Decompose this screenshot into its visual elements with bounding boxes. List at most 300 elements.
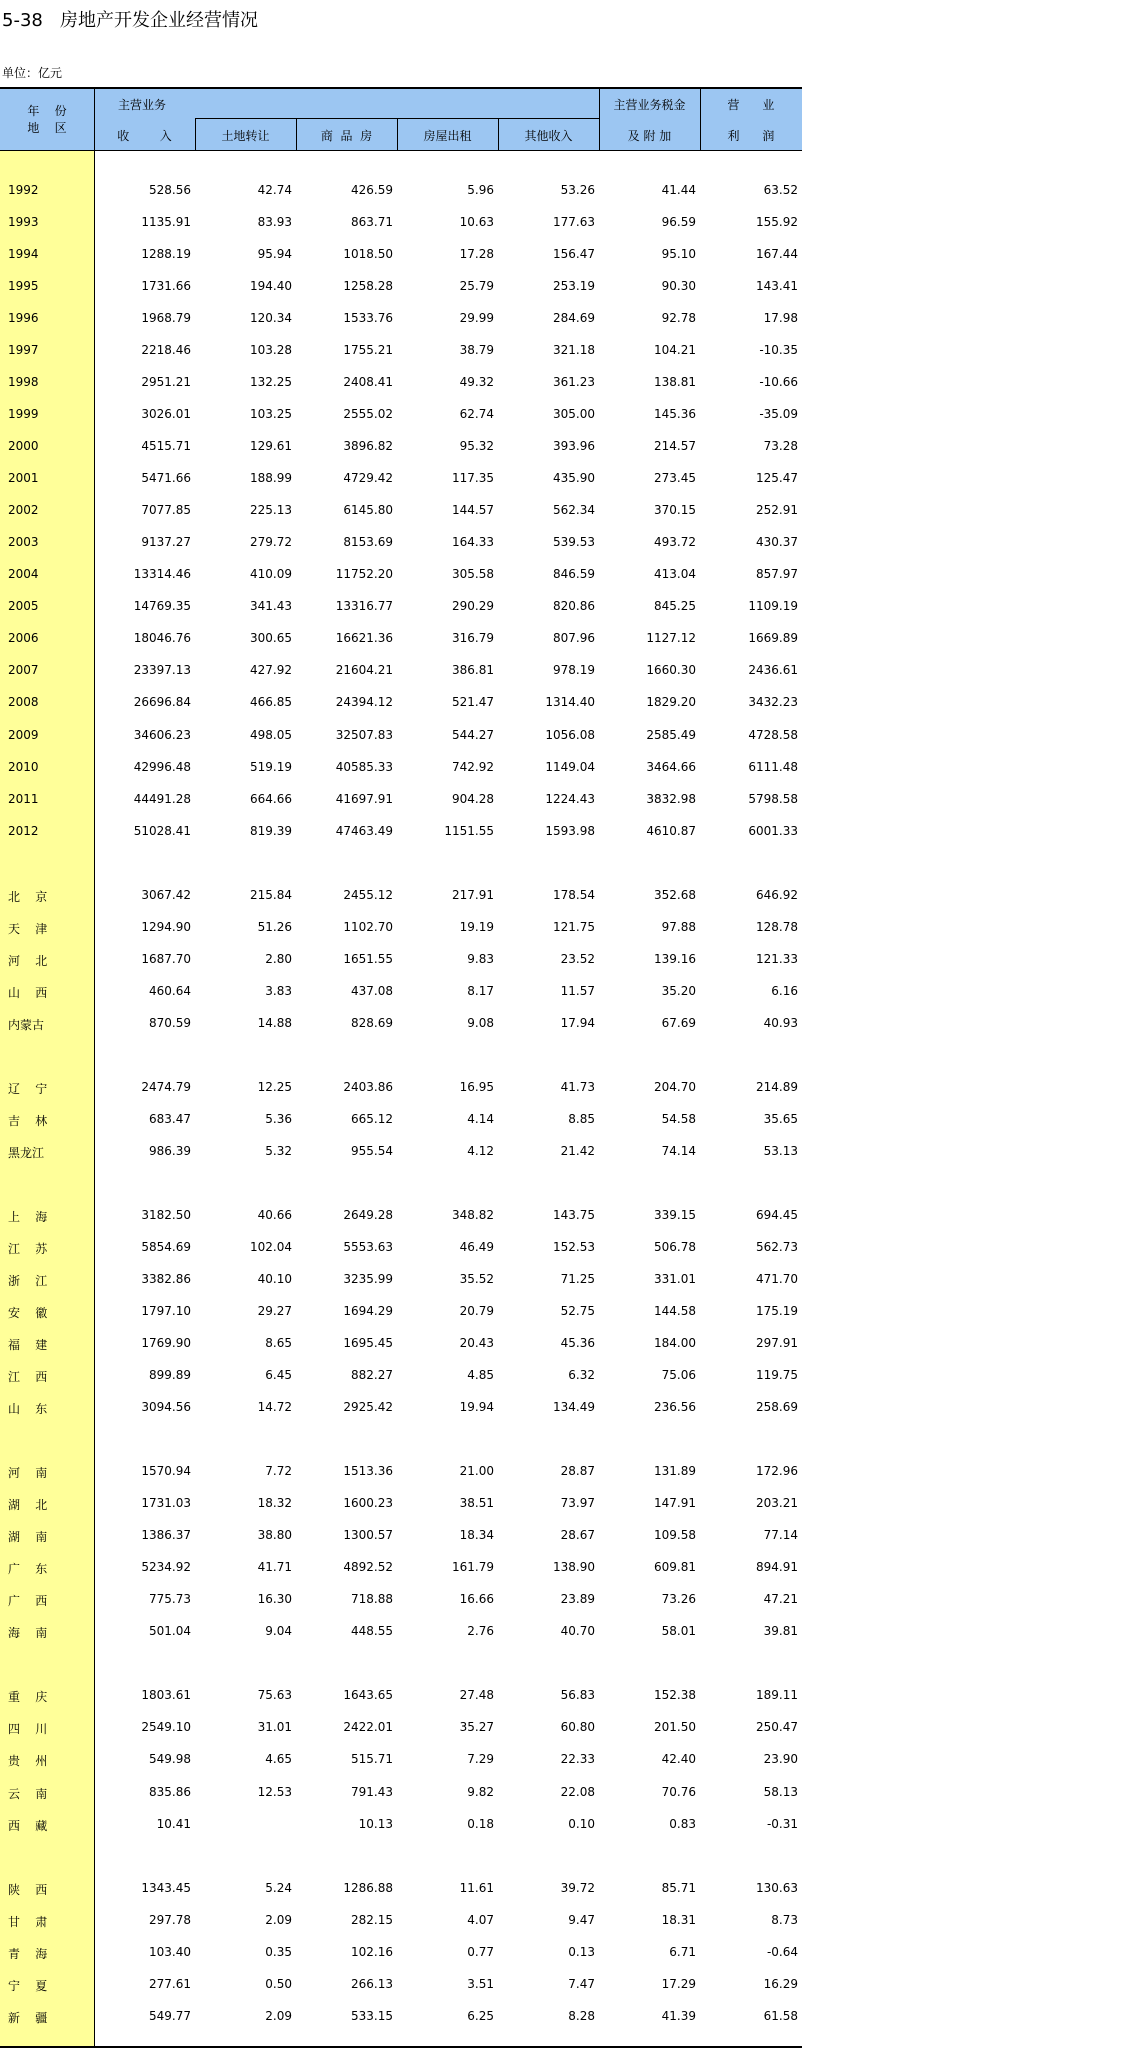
row-label: 山 西 xyxy=(8,986,48,1000)
cell-income: 870.59 xyxy=(149,1016,191,1030)
cell-commercial-housing: 10.13 xyxy=(358,1817,393,1831)
cell-land-transfer: 5.32 xyxy=(265,1144,292,1158)
cell-other-income: 56.83 xyxy=(560,1688,595,1702)
cell-house-rental: 742.92 xyxy=(452,760,494,774)
cell-house-rental: 386.81 xyxy=(452,663,494,677)
cell-other-income: 1056.08 xyxy=(545,728,595,742)
table-row xyxy=(0,824,802,844)
cell-house-rental: 8.17 xyxy=(467,984,494,998)
cell-house-rental: 316.79 xyxy=(452,631,494,645)
cell-commercial-housing: 955.54 xyxy=(351,1144,393,1158)
table-row xyxy=(0,2009,802,2029)
cell-profit: 172.96 xyxy=(756,1464,798,1478)
cell-income: 13314.46 xyxy=(133,567,191,581)
cell-other-income: 8.28 xyxy=(568,2009,595,2023)
row-label: 山 东 xyxy=(8,1402,48,1416)
table-row xyxy=(0,1977,802,1997)
cell-house-rental: 49.32 xyxy=(459,375,494,389)
cell-profit: 16.29 xyxy=(763,1977,798,1991)
cell-income: 1343.45 xyxy=(141,1881,191,1895)
cell-commercial-housing: 1533.76 xyxy=(343,311,393,325)
cell-income: 1386.37 xyxy=(141,1528,191,1542)
row-label: 2011 xyxy=(8,792,39,806)
cell-tax: 138.81 xyxy=(654,375,696,389)
cell-income: 835.86 xyxy=(149,1785,191,1799)
cell-tax: 96.59 xyxy=(661,215,696,229)
cell-profit: -35.09 xyxy=(759,407,798,421)
table-row xyxy=(0,1208,802,1228)
table-row xyxy=(0,215,802,235)
cell-house-rental: 20.79 xyxy=(459,1304,494,1318)
header-tax-bottom: 及 附 加 xyxy=(627,129,672,143)
cell-tax: 145.36 xyxy=(654,407,696,421)
cell-income: 4515.71 xyxy=(141,439,191,453)
cell-land-transfer: 103.28 xyxy=(250,343,292,357)
cell-income: 103.40 xyxy=(149,1945,191,1959)
cell-house-rental: 2.76 xyxy=(467,1624,494,1638)
cell-land-transfer: 12.53 xyxy=(257,1785,292,1799)
cell-land-transfer: 300.65 xyxy=(250,631,292,645)
cell-commercial-housing: 515.71 xyxy=(351,1752,393,1766)
cell-commercial-housing: 882.27 xyxy=(351,1368,393,1382)
cell-tax: 506.78 xyxy=(654,1240,696,1254)
cell-other-income: 41.73 xyxy=(560,1080,595,1094)
cell-profit: 61.58 xyxy=(763,2009,798,2023)
row-label: 2006 xyxy=(8,631,39,645)
cell-tax: 3464.66 xyxy=(646,760,696,774)
cell-house-rental: 9.82 xyxy=(467,1785,494,1799)
cell-other-income: 22.08 xyxy=(560,1785,595,1799)
cell-house-rental: 38.51 xyxy=(459,1496,494,1510)
cell-profit: 40.93 xyxy=(763,1016,798,1030)
cell-profit: 53.13 xyxy=(763,1144,798,1158)
cell-house-rental: 20.43 xyxy=(459,1336,494,1350)
unit-label: 单位：亿元 xyxy=(2,66,63,80)
cell-house-rental: 29.99 xyxy=(459,311,494,325)
row-label: 贵 州 xyxy=(8,1754,48,1768)
cell-land-transfer: 225.13 xyxy=(250,503,292,517)
row-label: 1994 xyxy=(8,247,39,261)
table-row xyxy=(0,1624,802,1644)
cell-tax: 845.25 xyxy=(654,599,696,613)
table-row xyxy=(0,343,802,363)
cell-land-transfer: 18.32 xyxy=(257,1496,292,1510)
row-label: 2003 xyxy=(8,535,39,549)
cell-land-transfer: 215.84 xyxy=(250,888,292,902)
cell-profit: 73.28 xyxy=(763,439,798,453)
cell-tax: 413.04 xyxy=(654,567,696,581)
row-label: 江 西 xyxy=(8,1370,48,1384)
cell-profit: 252.91 xyxy=(756,503,798,517)
cell-other-income: 121.75 xyxy=(553,920,595,934)
table-row xyxy=(0,1913,802,1933)
row-label: 1999 xyxy=(8,407,39,421)
cell-other-income: 846.59 xyxy=(553,567,595,581)
cell-tax: 1660.30 xyxy=(646,663,696,677)
cell-other-income: 539.53 xyxy=(553,535,595,549)
cell-land-transfer: 819.39 xyxy=(250,824,292,838)
table-row xyxy=(0,599,802,619)
cell-house-rental: 4.07 xyxy=(467,1913,494,1927)
cell-other-income: 305.00 xyxy=(553,407,595,421)
cell-income: 34606.23 xyxy=(133,728,191,742)
cell-commercial-housing: 21604.21 xyxy=(335,663,393,677)
row-label: 2010 xyxy=(8,760,39,774)
cell-income: 528.56 xyxy=(149,183,191,197)
cell-profit: 8.73 xyxy=(771,1913,798,1927)
cell-other-income: 284.69 xyxy=(553,311,595,325)
cell-tax: 54.58 xyxy=(661,1112,696,1126)
data-table xyxy=(0,87,802,2048)
cell-house-rental: 9.83 xyxy=(467,952,494,966)
cell-other-income: 53.26 xyxy=(560,183,595,197)
cell-income: 3026.01 xyxy=(141,407,191,421)
cell-profit: 189.11 xyxy=(756,1688,798,1702)
cell-land-transfer: 4.65 xyxy=(265,1752,292,1766)
cell-other-income: 28.67 xyxy=(560,1528,595,1542)
row-label: 1996 xyxy=(8,311,39,325)
cell-profit: 250.47 xyxy=(756,1720,798,1734)
cell-commercial-housing: 1258.28 xyxy=(343,279,393,293)
cell-commercial-housing: 437.08 xyxy=(351,984,393,998)
cell-land-transfer: 29.27 xyxy=(257,1304,292,1318)
cell-commercial-housing: 1695.45 xyxy=(343,1336,393,1350)
table-row xyxy=(0,1464,802,1484)
cell-profit: 167.44 xyxy=(756,247,798,261)
cell-tax: 1127.12 xyxy=(646,631,696,645)
header-bottom-border xyxy=(0,150,802,151)
cell-land-transfer: 12.25 xyxy=(257,1080,292,1094)
cell-tax: 147.91 xyxy=(654,1496,696,1510)
cell-house-rental: 0.18 xyxy=(467,1817,494,1831)
cell-house-rental: 521.47 xyxy=(452,695,494,709)
cell-commercial-housing: 828.69 xyxy=(351,1016,393,1030)
table-row xyxy=(0,1560,802,1580)
cell-profit: 6.16 xyxy=(771,984,798,998)
cell-land-transfer: 38.80 xyxy=(257,1528,292,1542)
cell-land-transfer: 31.01 xyxy=(257,1720,292,1734)
cell-other-income: 22.33 xyxy=(560,1752,595,1766)
row-label: 2000 xyxy=(8,439,39,453)
cell-land-transfer: 51.26 xyxy=(257,920,292,934)
cell-house-rental: 35.27 xyxy=(459,1720,494,1734)
cell-other-income: 143.75 xyxy=(553,1208,595,1222)
cell-profit: 23.90 xyxy=(763,1752,798,1766)
cell-commercial-housing: 16621.36 xyxy=(335,631,393,645)
cell-tax: 74.14 xyxy=(661,1144,696,1158)
cell-commercial-housing: 1600.23 xyxy=(343,1496,393,1510)
cell-tax: 184.00 xyxy=(654,1336,696,1350)
cell-other-income: 1314.40 xyxy=(545,695,595,709)
cell-commercial-housing: 13316.77 xyxy=(335,599,393,613)
cell-income: 1294.90 xyxy=(141,920,191,934)
cell-tax: 70.76 xyxy=(661,1785,696,1799)
cell-profit: -0.64 xyxy=(766,1945,798,1959)
cell-tax: 41.39 xyxy=(661,2009,696,2023)
cell-income: 3382.86 xyxy=(141,1272,191,1286)
cell-other-income: 435.90 xyxy=(553,471,595,485)
row-label: 2012 xyxy=(8,824,39,838)
table-top-border xyxy=(0,87,802,89)
cell-commercial-housing: 24394.12 xyxy=(335,695,393,709)
cell-tax: 42.40 xyxy=(661,1752,696,1766)
cell-profit: 203.21 xyxy=(756,1496,798,1510)
cell-commercial-housing: 3896.82 xyxy=(343,439,393,453)
header-region-bottom: 地 区 xyxy=(27,121,67,135)
cell-other-income: 73.97 xyxy=(560,1496,595,1510)
row-label: 天 津 xyxy=(8,922,48,936)
cell-house-rental: 0.77 xyxy=(467,1945,494,1959)
cell-profit: 3432.23 xyxy=(748,695,798,709)
cell-other-income: 28.87 xyxy=(560,1464,595,1478)
cell-other-income: 23.52 xyxy=(560,952,595,966)
row-label: 2009 xyxy=(8,728,39,742)
cell-land-transfer: 41.71 xyxy=(257,1560,292,1574)
cell-other-income: 361.23 xyxy=(553,375,595,389)
cell-tax: 204.70 xyxy=(654,1080,696,1094)
cell-house-rental: 144.57 xyxy=(452,503,494,517)
cell-tax: 152.38 xyxy=(654,1688,696,1702)
table-row xyxy=(0,1016,802,1036)
row-label: 云 南 xyxy=(8,1787,48,1801)
cell-house-rental: 544.27 xyxy=(452,728,494,742)
cell-other-income: 8.85 xyxy=(568,1112,595,1126)
row-label: 吉 林 xyxy=(8,1114,48,1128)
cell-other-income: 17.94 xyxy=(560,1016,595,1030)
table-row xyxy=(0,888,802,908)
cell-tax: 144.58 xyxy=(654,1304,696,1318)
cell-other-income: 45.36 xyxy=(560,1336,595,1350)
cell-profit: 6111.48 xyxy=(748,760,798,774)
cell-land-transfer: 2.09 xyxy=(265,2009,292,2023)
cell-profit: 125.47 xyxy=(756,471,798,485)
cell-profit: 175.19 xyxy=(756,1304,798,1318)
cell-land-transfer: 129.61 xyxy=(250,439,292,453)
cell-land-transfer: 341.43 xyxy=(250,599,292,613)
cell-profit: 694.45 xyxy=(756,1208,798,1222)
row-label: 内蒙古 xyxy=(8,1018,45,1032)
cell-tax: 17.29 xyxy=(661,1977,696,1991)
cell-profit: 646.92 xyxy=(756,888,798,902)
cell-income: 683.47 xyxy=(149,1112,191,1126)
page-title: 5-38 房地产开发企业经营情况 xyxy=(2,10,259,31)
cell-other-income: 39.72 xyxy=(560,1881,595,1895)
table-row xyxy=(0,1336,802,1356)
cell-income: 277.61 xyxy=(149,1977,191,1991)
cell-other-income: 134.49 xyxy=(553,1400,595,1414)
cell-house-rental: 1151.55 xyxy=(444,824,494,838)
cell-commercial-housing: 2408.41 xyxy=(343,375,393,389)
cell-profit: 2436.61 xyxy=(748,663,798,677)
table-row xyxy=(0,1785,802,1805)
cell-house-rental: 16.66 xyxy=(459,1592,494,1606)
cell-house-rental: 38.79 xyxy=(459,343,494,357)
cell-tax: 201.50 xyxy=(654,1720,696,1734)
row-label: 宁 夏 xyxy=(8,1979,48,1993)
row-label: 2001 xyxy=(8,471,39,485)
cell-profit: 35.65 xyxy=(763,1112,798,1126)
cell-income: 3094.56 xyxy=(141,1400,191,1414)
cell-tax: 97.88 xyxy=(661,920,696,934)
table-row xyxy=(0,728,802,748)
row-label: 新 疆 xyxy=(8,2011,48,2025)
table-row xyxy=(0,1945,802,1965)
row-label: 上 海 xyxy=(8,1210,48,1224)
cell-other-income: 393.96 xyxy=(553,439,595,453)
table-row xyxy=(0,1112,802,1132)
cell-other-income: 11.57 xyxy=(560,984,595,998)
cell-profit: 430.37 xyxy=(756,535,798,549)
table-row xyxy=(0,1368,802,1388)
table-row xyxy=(0,1752,802,1772)
cell-land-transfer: 0.35 xyxy=(265,1945,292,1959)
cell-income: 7077.85 xyxy=(141,503,191,517)
row-label: 湖 南 xyxy=(8,1530,48,1544)
cell-other-income: 7.47 xyxy=(568,1977,595,1991)
table-row xyxy=(0,1240,802,1260)
row-label: 黑龙江 xyxy=(8,1146,45,1160)
table-row xyxy=(0,503,802,523)
cell-land-transfer: 466.85 xyxy=(250,695,292,709)
cell-tax: 85.71 xyxy=(661,1881,696,1895)
cell-commercial-housing: 1286.88 xyxy=(343,1881,393,1895)
cell-land-transfer: 9.04 xyxy=(265,1624,292,1638)
cell-profit: 143.41 xyxy=(756,279,798,293)
cell-tax: 4610.87 xyxy=(646,824,696,838)
cell-income: 899.89 xyxy=(149,1368,191,1382)
cell-tax: 131.89 xyxy=(654,1464,696,1478)
cell-house-rental: 95.32 xyxy=(459,439,494,453)
cell-land-transfer: 6.45 xyxy=(265,1368,292,1382)
cell-commercial-housing: 1643.65 xyxy=(343,1688,393,1702)
row-label: 2002 xyxy=(8,503,39,517)
cell-house-rental: 18.34 xyxy=(459,1528,494,1542)
cell-house-rental: 46.49 xyxy=(459,1240,494,1254)
cell-house-rental: 10.63 xyxy=(459,215,494,229)
cell-commercial-housing: 1651.55 xyxy=(343,952,393,966)
row-label: 1992 xyxy=(8,183,39,197)
cell-other-income: 0.13 xyxy=(568,1945,595,1959)
cell-commercial-housing: 102.16 xyxy=(351,1945,393,1959)
cell-income: 51028.41 xyxy=(133,824,191,838)
cell-profit: 17.98 xyxy=(763,311,798,325)
cell-profit: 857.97 xyxy=(756,567,798,581)
cell-land-transfer: 188.99 xyxy=(250,471,292,485)
cell-house-rental: 7.29 xyxy=(467,1752,494,1766)
row-label: 海 南 xyxy=(8,1626,48,1640)
cell-land-transfer: 664.66 xyxy=(250,792,292,806)
cell-commercial-housing: 11752.20 xyxy=(335,567,393,581)
row-label: 2005 xyxy=(8,599,39,613)
header-house-rental: 房屋出租 xyxy=(423,129,472,143)
header-tax-top: 主营业务税金 xyxy=(613,98,686,112)
table-row xyxy=(0,760,802,780)
cell-other-income: 1149.04 xyxy=(545,760,595,774)
table-row xyxy=(0,535,802,555)
cell-land-transfer: 75.63 xyxy=(257,1688,292,1702)
cell-income: 3182.50 xyxy=(141,1208,191,1222)
cell-land-transfer: 14.72 xyxy=(257,1400,292,1414)
row-label: 北 京 xyxy=(8,890,48,904)
cell-profit: 121.33 xyxy=(756,952,798,966)
cell-income: 2951.21 xyxy=(141,375,191,389)
cell-other-income: 152.53 xyxy=(553,1240,595,1254)
cell-house-rental: 5.96 xyxy=(467,183,494,197)
table-row xyxy=(0,1304,802,1324)
cell-house-rental: 217.91 xyxy=(452,888,494,902)
cell-profit: 47.21 xyxy=(763,1592,798,1606)
cell-commercial-housing: 1694.29 xyxy=(343,1304,393,1318)
table-row xyxy=(0,439,802,459)
cell-house-rental: 19.19 xyxy=(459,920,494,934)
cell-tax: 6.71 xyxy=(669,1945,696,1959)
cell-income: 1687.70 xyxy=(141,952,191,966)
cell-income: 44491.28 xyxy=(133,792,191,806)
table-row xyxy=(0,279,802,299)
cell-income: 1803.61 xyxy=(141,1688,191,1702)
cell-land-transfer: 8.65 xyxy=(265,1336,292,1350)
table-row xyxy=(0,1592,802,1612)
cell-income: 42996.48 xyxy=(133,760,191,774)
header-other-income: 其他收入 xyxy=(524,129,573,143)
row-label: 湖 北 xyxy=(8,1498,48,1512)
row-label: 江 苏 xyxy=(8,1242,48,1256)
table-row xyxy=(0,984,802,1004)
table-row xyxy=(0,631,802,651)
cell-house-rental: 3.51 xyxy=(467,1977,494,1991)
cell-house-rental: 4.14 xyxy=(467,1112,494,1126)
cell-land-transfer: 194.40 xyxy=(250,279,292,293)
cell-profit: 119.75 xyxy=(756,1368,798,1382)
cell-other-income: 562.34 xyxy=(553,503,595,517)
cell-other-income: 178.54 xyxy=(553,888,595,902)
row-label: 1997 xyxy=(8,343,39,357)
cell-house-rental: 62.74 xyxy=(459,407,494,421)
row-label: 1998 xyxy=(8,375,39,389)
cell-land-transfer: 3.83 xyxy=(265,984,292,998)
cell-land-transfer: 120.34 xyxy=(250,311,292,325)
cell-land-transfer: 95.94 xyxy=(257,247,292,261)
table-row xyxy=(0,695,802,715)
cell-tax: 92.78 xyxy=(661,311,696,325)
cell-tax: 95.10 xyxy=(661,247,696,261)
table-row xyxy=(0,183,802,203)
table-row xyxy=(0,1080,802,1100)
cell-tax: 139.16 xyxy=(654,952,696,966)
cell-profit: 894.91 xyxy=(756,1560,798,1574)
row-label: 甘 肃 xyxy=(8,1915,48,1929)
table-row xyxy=(0,1528,802,1548)
cell-tax: 2585.49 xyxy=(646,728,696,742)
row-label: 2004 xyxy=(8,567,39,581)
cell-profit: 5798.58 xyxy=(748,792,798,806)
cell-profit: 297.91 xyxy=(756,1336,798,1350)
cell-tax: 3832.98 xyxy=(646,792,696,806)
cell-profit: 63.52 xyxy=(763,183,798,197)
header-region-top: 年 份 xyxy=(27,104,67,118)
cell-land-transfer: 498.05 xyxy=(250,728,292,742)
cell-other-income: 23.89 xyxy=(560,1592,595,1606)
cell-income: 986.39 xyxy=(149,1144,191,1158)
cell-house-rental: 290.29 xyxy=(452,599,494,613)
cell-income: 5854.69 xyxy=(141,1240,191,1254)
cell-commercial-housing: 1513.36 xyxy=(343,1464,393,1478)
cell-tax: 109.58 xyxy=(654,1528,696,1542)
cell-income: 1797.10 xyxy=(141,1304,191,1318)
cell-income: 2549.10 xyxy=(141,1720,191,1734)
cell-commercial-housing: 2649.28 xyxy=(343,1208,393,1222)
cell-house-rental: 21.00 xyxy=(459,1464,494,1478)
